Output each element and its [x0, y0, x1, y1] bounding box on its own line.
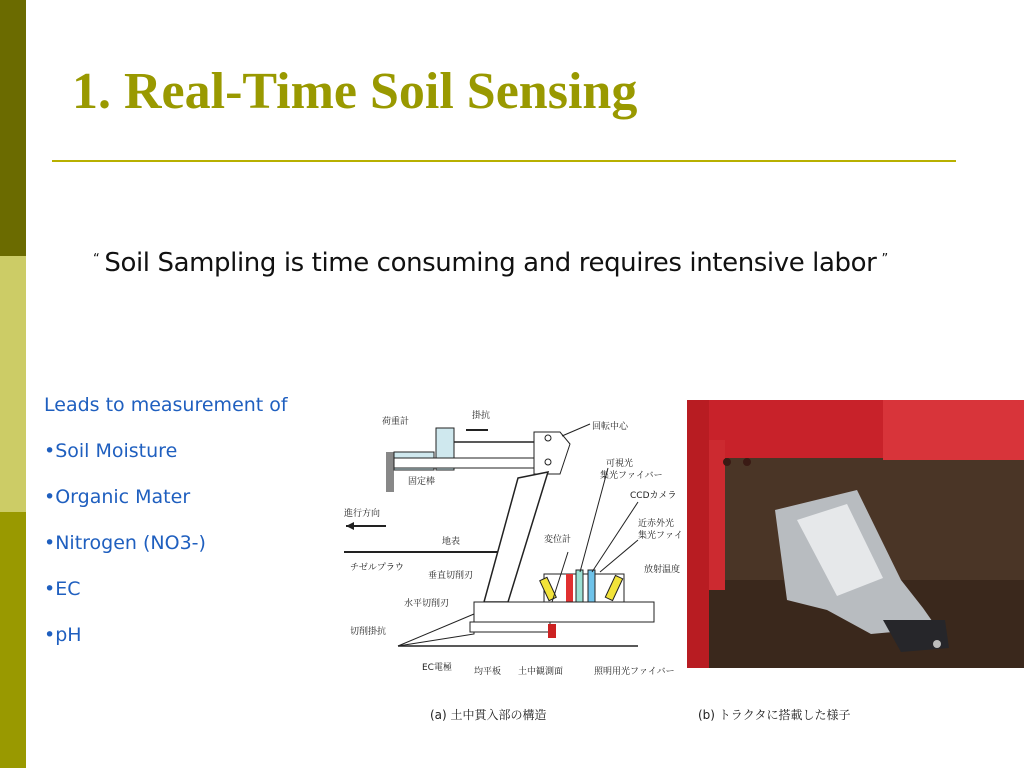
list-lead-in: Leads to measurement of: [44, 394, 288, 416]
label-cutting-resistance: 切削掛抗: [350, 627, 387, 637]
left-accent-bar-mid: [0, 512, 26, 768]
bolt-hole: [743, 458, 751, 466]
title-underline: [52, 160, 956, 162]
label-nir-2: 集光ファイ: [638, 531, 683, 541]
sensor-structure-diagram: [338, 402, 688, 692]
close-quote-mark: ”: [881, 252, 888, 267]
sensor-teal: [576, 570, 583, 602]
red-frame-left: [687, 400, 709, 668]
label-vertical-blade: 垂直切削刃: [428, 571, 474, 581]
bolt-hole: [723, 458, 731, 466]
label-load-meter: 荷重計: [382, 417, 410, 427]
chisel-tip: [398, 614, 474, 646]
quote-text: Soil Sampling is time consuming and requires intensive labor: [104, 248, 877, 278]
slide-title: 1. Real-Time Soil Sensing: [72, 63, 638, 120]
label-light-fiber: 照明用光ファイバー: [594, 667, 675, 677]
direction-arrow-head: [346, 522, 354, 530]
label-resistance: 掛抗: [472, 411, 491, 421]
caption-b: (b) トラクタに搭載した様子: [698, 708, 851, 722]
label-nir-1: 近赤外光: [638, 519, 675, 529]
label-ccd-camera: CCDカメラ: [630, 491, 677, 501]
red-frame-box: [883, 400, 1024, 460]
leader-line: [580, 468, 608, 572]
rotation-frame: [534, 432, 570, 474]
left-accent-bar-dark: [0, 0, 26, 256]
caption-a: (a) 土中貫入部の構造: [430, 708, 547, 722]
open-quote-mark: “: [93, 252, 100, 267]
measurement-list: [44, 392, 288, 668]
leveling-plate: [470, 622, 550, 632]
red-frame-post: [709, 440, 725, 590]
label-displacement: 変位計: [544, 535, 572, 545]
wall-hatch: [386, 452, 394, 492]
label-direction: 進行方向: [344, 509, 381, 519]
list-item: •Nitrogen (NO3-): [44, 532, 206, 554]
label-fixed-bar: 固定棒: [408, 477, 436, 487]
sensor-red: [566, 574, 573, 602]
label-ground-surface: 地表: [442, 537, 461, 547]
label-horizontal-blade: 水平切削刃: [404, 599, 450, 609]
list-item: •pH: [44, 624, 82, 646]
list-item: •Soil Moisture: [44, 440, 178, 462]
leader-line: [592, 502, 638, 572]
label-leveling-plate: 均平板: [474, 667, 502, 677]
label-soil-section: 土中観測面: [518, 667, 564, 677]
blade-body: [474, 602, 654, 622]
leader-line: [600, 540, 638, 572]
sensor-blue: [588, 570, 595, 602]
label-rotation-center: 回転中心: [592, 422, 629, 432]
list-item: •Organic Mater: [44, 486, 191, 508]
label-ec-electrode: EC電極: [422, 663, 452, 673]
label-radiation-temp: 放射温度: [644, 565, 681, 575]
ec-electrode-red: [548, 624, 556, 638]
leader-line: [562, 424, 590, 436]
label-visible-fiber-2: 集光ファイバー: [600, 471, 663, 481]
label-visible-fiber-1: 可視光: [606, 459, 634, 469]
quote-block: [88, 248, 893, 278]
list-item: •EC: [44, 578, 81, 600]
fixed-bar: [394, 458, 534, 468]
left-accent-bar-light: [0, 256, 26, 512]
tractor-mounted-sensor-photo: [687, 400, 1024, 668]
shank: [484, 472, 548, 602]
label-chisel-plow: チゼルプラウ: [350, 563, 404, 573]
tip-sensor: [933, 640, 941, 648]
